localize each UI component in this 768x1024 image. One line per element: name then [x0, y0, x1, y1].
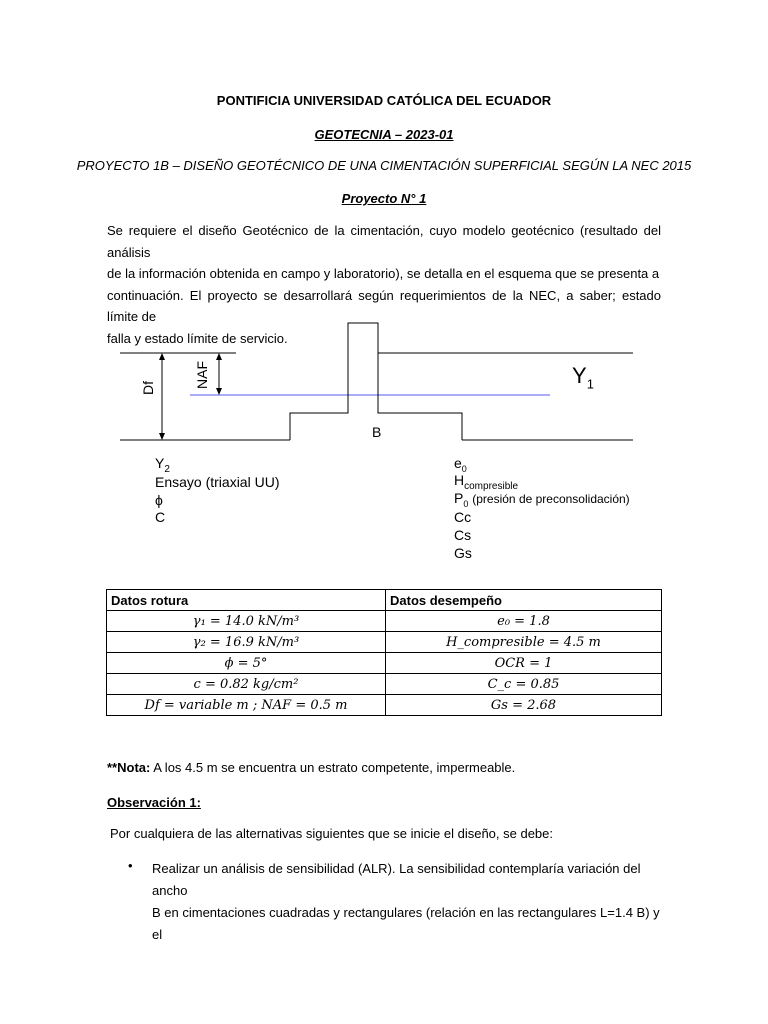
course-title: GEOTECNIA – 2023-01 [314, 127, 454, 142]
ensayo-label: Ensayo (triaxial UU) [155, 474, 280, 490]
bullet-icon: • [128, 858, 133, 873]
note-prefix: **Nota: [107, 760, 151, 775]
table-cell: Gs = 2.68 [386, 695, 662, 716]
observation-title: Observación 1: [107, 795, 201, 810]
gamma2-label: $Y_2$ [155, 455, 170, 475]
gamma1-label: $Y_1$ [572, 363, 594, 392]
footing-outline [290, 323, 462, 440]
cs-label: Cs [454, 527, 472, 543]
width-b-label: B [372, 424, 382, 440]
df-arrow-bottom [159, 433, 165, 440]
table-cell: OCR = 1 [386, 653, 662, 674]
table-row [107, 611, 662, 632]
project-number: Proyecto N° 1 [341, 191, 427, 206]
naf-arrow-bottom [216, 388, 222, 395]
table-cell: H_compresible = 4.5 m [386, 632, 662, 653]
table-cell: Df = variable m ; NAF = 0.5 m [107, 695, 386, 716]
observation-text: Por cualquiera de las alternativas siguientes que se inicie el diseño, se debe: [110, 826, 553, 841]
foundation-diagram [0, 310, 768, 450]
parameters-table [106, 589, 662, 716]
note-paragraph [107, 760, 515, 775]
intro-line: Se requiere el diseño Geotécnico de la cimentación, cuyo modelo geotécnico (resultado del análisis [107, 223, 661, 260]
cc-label: Cc [454, 509, 472, 525]
gs-label: Gs [454, 545, 472, 561]
naf-label: NAF [194, 361, 210, 389]
project-title: PROYECTO 1B – DISEÑO GEOTÉCNICO DE UNA CIMENTACIÓN SUPERFICIAL SEGÚN LA NEC 2015 [76, 158, 692, 173]
table-cell: γ₂ = 16.9 kN/m³ [107, 632, 386, 653]
bullet-line: B en cimentaciones cuadradas y rectangulares (relación en las rectangulares L=1.4 B) y el [152, 905, 660, 942]
note-text: A los 4.5 m se encuentra un estrato competente, impermeable. [150, 760, 516, 775]
phi-label: ϕ [155, 492, 163, 508]
df-label: Df [140, 381, 156, 395]
table-row [107, 674, 662, 695]
intro-line: continuación. El proyecto se desarrollará según requerimientos de la NEC, a saber; estado límite de [107, 287, 661, 324]
df-arrow-top [159, 353, 165, 360]
table-cell: c = 0.82 kg/cm² [107, 674, 386, 695]
e0-label: $e_0$ [454, 455, 467, 474]
table-row [107, 653, 662, 674]
header-datos-rotura: Datos rotura [107, 590, 386, 611]
intro-line: falla y estado límite de servicio. [107, 330, 288, 346]
bullet-line: Realizar un análisis de sensibilidad (ALR). La sensibilidad contemplaría variación del ancho [152, 861, 641, 898]
table-row [107, 632, 662, 653]
table-cell: γ₁ = 14.0 kN/m³ [107, 611, 386, 632]
naf-arrow-top [216, 353, 222, 360]
table-header-row [107, 590, 662, 611]
observation-bullet [152, 858, 664, 946]
c-label: C [155, 509, 166, 525]
table-cell: C_c = 0.85 [386, 674, 662, 695]
intro-line: de la información obtenida en campo y laboratorio), se detalla en el esquema que se presenta a [107, 266, 660, 281]
university-name: PONTIFICIA UNIVERSIDAD CATÓLICA DEL ECUADOR [216, 93, 552, 108]
h-compresible-label: $H_{compresible}$ [454, 472, 519, 492]
p0-label: $P_0$ (presión de preconsolidación) [454, 490, 630, 509]
table-cell: e₀ = 1.8 [386, 611, 662, 632]
table-cell: ϕ = 5° [107, 653, 386, 674]
header-datos-desempeno: Datos desempeño [386, 590, 662, 611]
table-row [107, 695, 662, 716]
